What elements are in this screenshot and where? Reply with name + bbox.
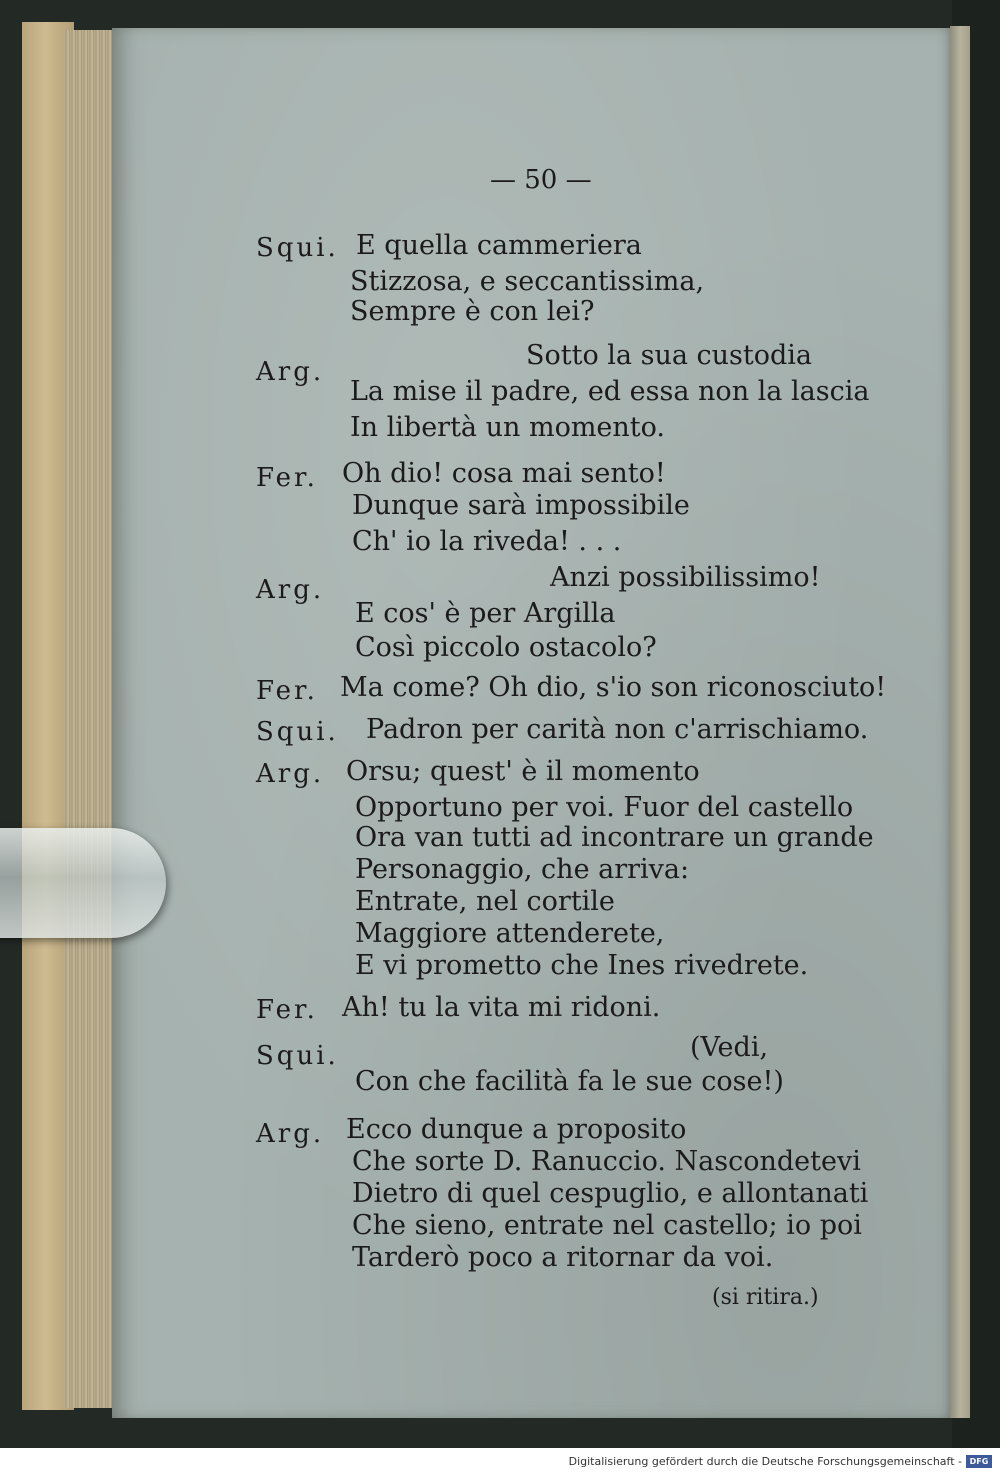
- verse-line: Sotto la sua custodia: [526, 340, 813, 371]
- speaker-label: Fer.: [256, 463, 318, 493]
- verse-line: Ma come? Oh dio, s'io son riconosciuto!: [340, 672, 887, 703]
- speaker-label: Squi.: [256, 1041, 339, 1071]
- verse-line: Anzi possibilissimo!: [550, 562, 821, 593]
- verse-line: Oh dio! cosa mai sento!: [342, 458, 666, 489]
- verse-line: E quella cammeriera: [356, 230, 642, 261]
- verse-line: Ah! tu la vita mi ridoni.: [342, 992, 661, 1023]
- speaker-label: Squi.: [256, 717, 339, 747]
- speaker-label: Arg.: [256, 357, 325, 387]
- verse-line: E vi prometto che Ines rivedrete.: [355, 950, 809, 981]
- dfg-logo: DFG: [966, 1455, 992, 1468]
- opposite-page-edge: [950, 26, 970, 1418]
- verse-line: Così piccolo ostacolo?: [355, 632, 657, 663]
- verse-line: Dietro di quel cespuglio, e allontanati: [352, 1178, 869, 1209]
- verse-line: (Vedi,: [690, 1032, 769, 1063]
- verse-line: Orsu; quest' è il momento: [346, 756, 700, 787]
- verse-line: Ecco dunque a proposito: [346, 1114, 687, 1145]
- verse-line: Che sorte D. Ranuccio. Nascondetevi: [352, 1146, 861, 1177]
- verse-line: Opportuno per voi. Fuor del castello: [355, 792, 854, 823]
- speaker-label: Arg.: [256, 575, 325, 605]
- verse-line: Con che facilità fa le sue cose!): [355, 1066, 784, 1097]
- verse-line: Sempre è con lei?: [350, 296, 595, 327]
- verse-line: La mise il padre, ed essa non la lascia: [350, 376, 870, 407]
- verse-line: Dunque sarà impossibile: [352, 490, 690, 521]
- page-clip: [0, 828, 166, 938]
- verse-line: Tarderò poco a ritornar da voi.: [352, 1242, 774, 1273]
- verse-line: In libertà un momento.: [350, 412, 666, 443]
- verse-line: E cos' è per Argilla: [355, 598, 616, 629]
- speaker-label: Fer.: [256, 995, 318, 1025]
- speaker-label: Squi.: [256, 233, 339, 263]
- speaker-label: Arg.: [256, 759, 325, 789]
- verse-line: Personaggio, che arriva:: [355, 854, 690, 885]
- verse-line: Che sieno, entrate nel castello; io poi: [352, 1210, 862, 1241]
- speaker-label: Fer.: [256, 676, 318, 706]
- verse-line: Entrate, nel cortile: [355, 886, 615, 917]
- verse-line: Padron per carità non c'arrischiamo.: [366, 714, 869, 745]
- verse-line: Maggiore attenderete,: [355, 918, 665, 949]
- stage-direction: (si ritira.): [712, 1285, 819, 1310]
- verse-line: Ch' io la riveda! . . .: [352, 526, 622, 557]
- footer-bar: [0, 1448, 1000, 1477]
- verse-line: Ora van tutti ad incontrare un grande: [355, 822, 874, 853]
- speaker-label: Arg.: [256, 1119, 325, 1149]
- verse-line: Stizzosa, e seccantissima,: [350, 266, 705, 297]
- digitization-credit: Digitalisierung gefördert durch die Deutsche Forschungsgemeinschaft -: [568, 1455, 962, 1468]
- page-number: — 50 —: [490, 165, 592, 195]
